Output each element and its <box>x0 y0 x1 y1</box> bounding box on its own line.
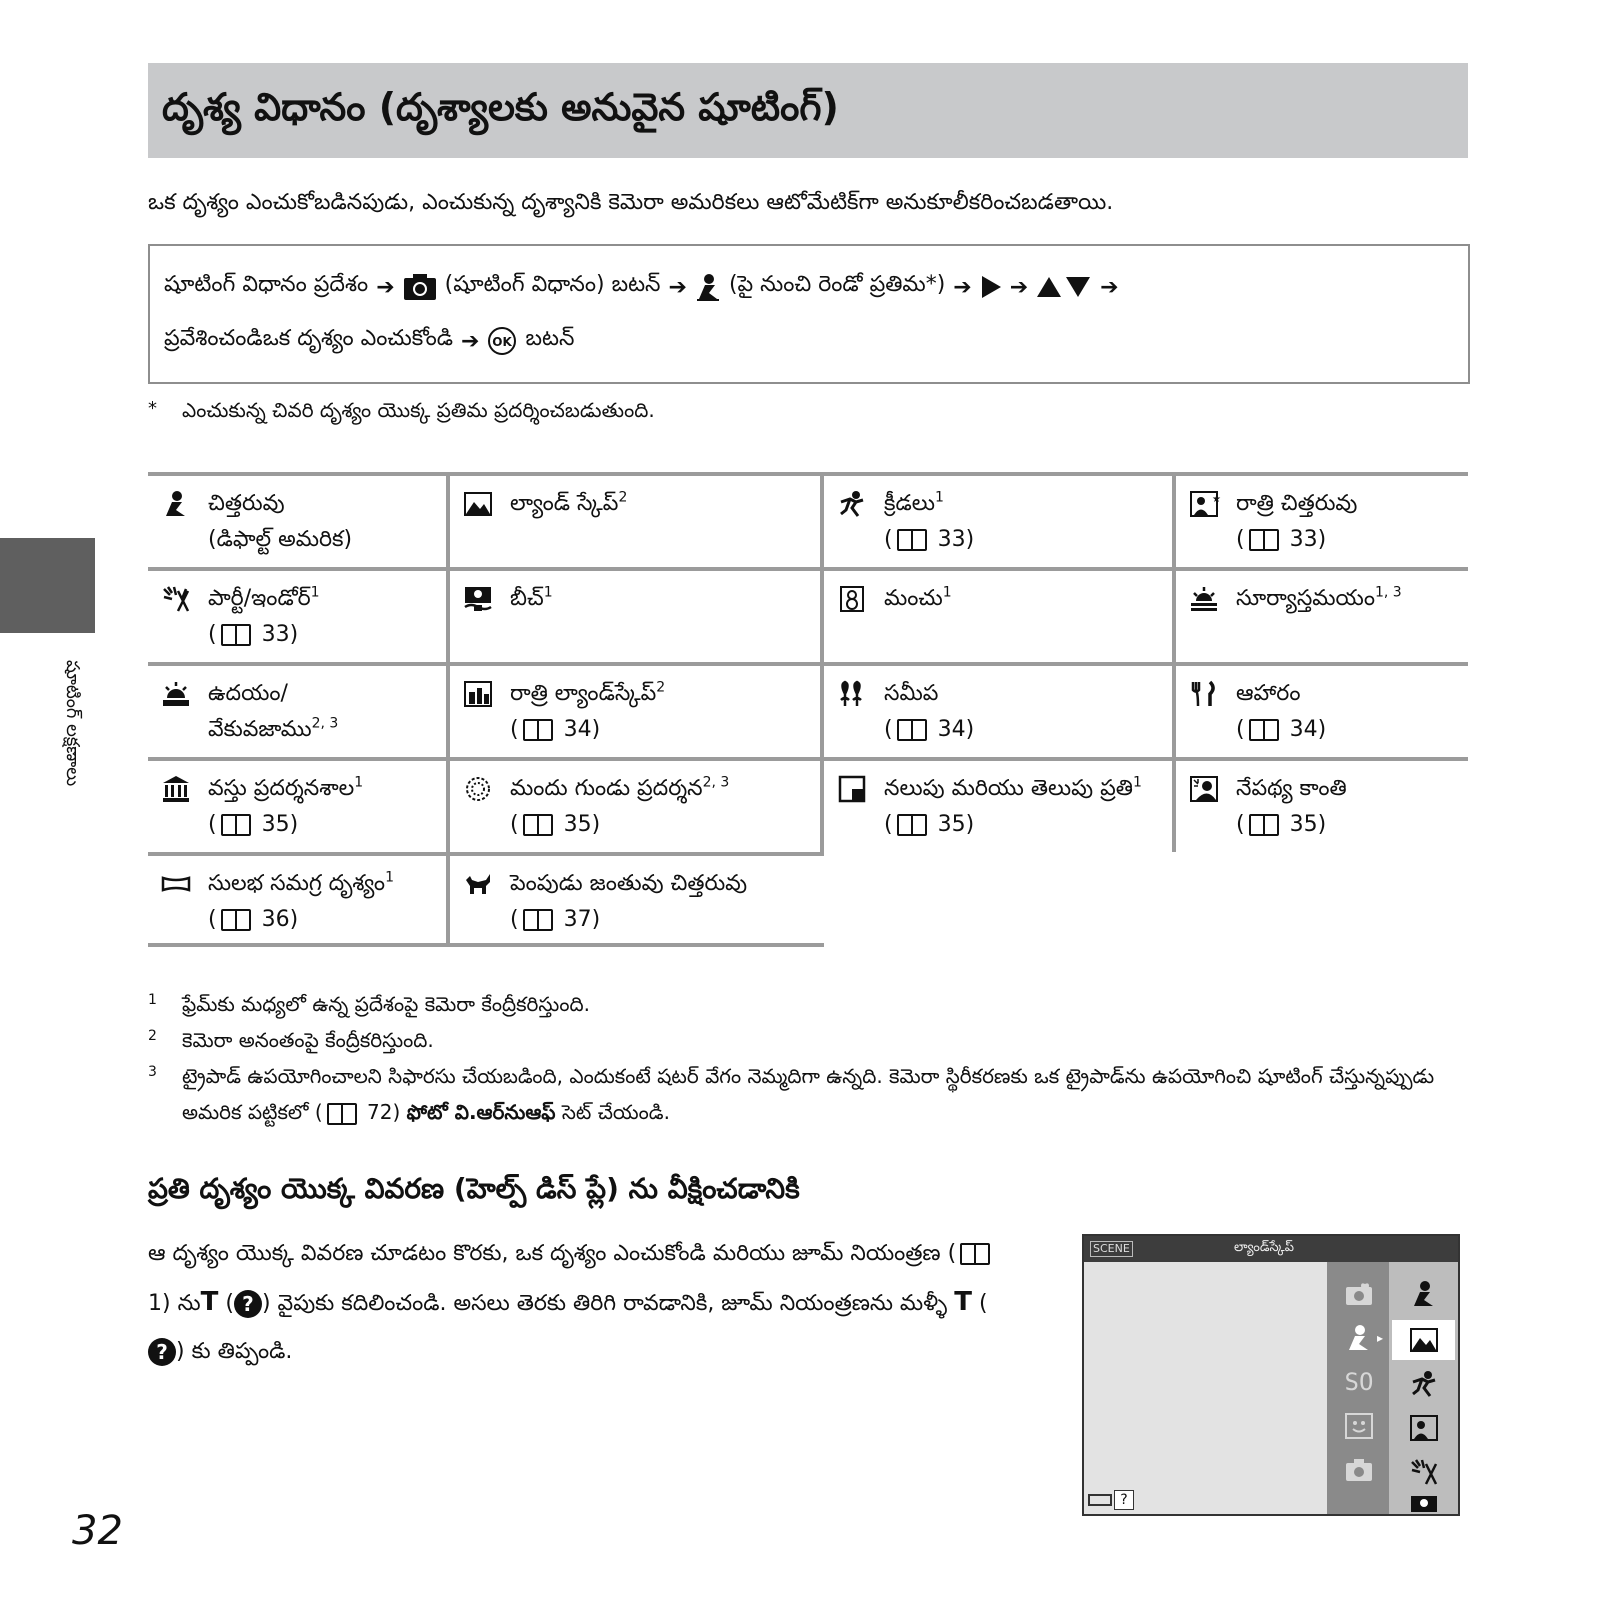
scene-sup: 1 <box>385 869 394 886</box>
scene-sup: 1 <box>942 584 952 601</box>
night-portrait-icon <box>1406 1410 1442 1446</box>
backlighting-icon <box>1190 775 1218 803</box>
scene-sub: వేకువజాము <box>208 717 312 742</box>
scene-cell-night-landscape: రాత్రి ల్యాండ్‌స్కేప్$^2$ ( 34) <box>446 666 820 757</box>
scene-cell-easy-panorama: సులభ సమగ్ర దృశ్యం$^1$ ( 36) <box>148 856 446 943</box>
page-ref: 1 <box>148 1291 162 1316</box>
scene-label: సులభ సమగ్ర దృశ్యం <box>208 871 386 896</box>
scene-label: మంచు <box>884 586 943 611</box>
page-ref-icon <box>523 814 553 836</box>
play-icon <box>980 275 1002 299</box>
special-effects-icon: SO <box>1344 1368 1374 1396</box>
ok-label: OK <box>492 335 513 349</box>
scene-label: ఉదయం/ <box>208 681 288 706</box>
table-row <box>148 757 1468 852</box>
scene-sup: 2, 3 <box>311 715 339 732</box>
table-row <box>148 472 1468 567</box>
page-ref-icon <box>897 719 927 741</box>
pet-portrait-icon <box>464 870 492 898</box>
page-ref: 37 <box>563 907 592 932</box>
scene-sup: 1 <box>310 584 320 601</box>
scene-label: పార్టీ/ఇండోర్ <box>208 586 311 611</box>
snow-icon <box>838 585 866 613</box>
page-ref-icon <box>221 624 251 646</box>
scene-cell-black-white: నలుపు మరియు తెలుపు ప్రతి$^1$ ( 35) <box>820 761 1172 852</box>
page-ref: 35 <box>937 812 966 837</box>
night-portrait-icon <box>1190 490 1221 518</box>
smile-icon <box>1341 1408 1377 1444</box>
section-body: ఆ దృశ్యం యొక్క వివరణ చూడటం కొరకు, ఒక దృశ్యం ఎంచుకోండి మరియు జూమ్ నియంత్రణ ( 1) నుT ( ? ) వైపుకు కదిలించండి. అసలు తెరకు తిరిగి రావడానికి, జూమ్ నియంత్రణను మళ్ళీ T (? ) కు తిప్పండి. <box>148 1230 1008 1376</box>
page-ref-icon <box>523 719 553 741</box>
page-ref: 34 <box>937 717 966 742</box>
camera-mode-column <box>1327 1262 1389 1514</box>
scene-cell-fireworks: మందు గుండు ప్రదర్శన$^{2, 3}$ ( 35) <box>446 761 820 852</box>
nav-line-2 <box>164 326 574 356</box>
sunset-icon <box>1190 585 1218 613</box>
portrait-icon <box>162 490 190 518</box>
page-ref: 72 <box>367 1100 393 1124</box>
arrow-icon: ➔ <box>461 328 480 354</box>
camera-screen-illustration <box>1082 1234 1460 1516</box>
sports-icon <box>838 490 866 518</box>
footnote-text: కెమెరా అనంతంపై కేంద్రీకరిస్తుంది. <box>182 1028 434 1052</box>
star-note-text: ఎంచుకున్న చివరి దృశ్యం యొక్క ప్రతిమ ప్రదర్శించబడుతుంది. <box>182 398 655 422</box>
scene-label: ఆహారం <box>1236 681 1301 706</box>
arrow-icon: ➔ <box>1009 274 1029 300</box>
ok-button-icon <box>487 326 517 356</box>
chapter-label: షూటింగ్ లక్షణాలు <box>62 660 83 787</box>
footnotes <box>148 986 1468 1130</box>
page-ref: 35 <box>1289 812 1318 837</box>
scene-cell-night-portrait: ★ రాత్రి చిత్తరువు ( 33) <box>1172 476 1468 567</box>
scene-sup: 1 <box>1132 774 1142 791</box>
scene-cell-close-up: సమీప ( 34) <box>820 666 1172 757</box>
body-text: ) ను <box>162 1291 201 1316</box>
nav-text-4: ప్రవేశించండిఒక దృశ్యం ఎంచుకోండి <box>164 326 454 351</box>
easy-panorama-icon <box>162 870 190 898</box>
scene-sup: 2 <box>656 679 666 696</box>
party-indoor-icon <box>162 585 190 613</box>
help-icon: ? <box>148 1338 176 1366</box>
page-ref-icon <box>523 909 553 931</box>
star-note <box>148 398 655 427</box>
scene-cell-snow <box>820 571 1172 662</box>
page-ref: 35 <box>261 812 290 837</box>
scene-cell-pet-portrait: పెంపుడు జంతువు చిత్తరువు ( 37) <box>446 856 820 943</box>
scene-table <box>148 472 1468 947</box>
selection-arrow-icon: ▸ <box>1376 1331 1384 1345</box>
footnote-text: సెట్ చేయండి. <box>561 1100 670 1124</box>
table-row <box>148 662 1468 757</box>
scene-sup: 1 <box>543 584 553 601</box>
nav-text-5: బటన్ <box>525 326 575 351</box>
portrait-icon <box>1406 1276 1442 1312</box>
scene-cell-dawn-dusk <box>148 666 446 757</box>
footnote-1 <box>148 986 1468 1022</box>
footnote-text: ) <box>392 1100 401 1124</box>
scene-label: బీచ్ <box>510 586 544 611</box>
svg-text:★: ★ <box>1212 494 1221 505</box>
intro-text: ఒక దృశ్యం ఎంచుకోబడినపుడు, ఎంచుకున్న దృశ్యానికి కెమెరా అమరికలు ఆటోమేటిక్‌గా అనుకూలీకరించబడతాయి. <box>148 190 1114 215</box>
fireworks-icon <box>464 775 492 803</box>
page-ref: 33 <box>937 527 966 552</box>
scene-portrait-icon <box>695 273 721 301</box>
black-white-copy-icon <box>838 775 866 803</box>
scene-cell-landscape <box>446 476 820 567</box>
page-ref-icon <box>221 909 251 931</box>
close-up-icon <box>838 680 866 708</box>
page-ref-icon <box>221 814 251 836</box>
chapter-tab <box>0 538 95 633</box>
museum-icon <box>162 775 190 803</box>
help-icon: ? <box>234 1290 262 1318</box>
nav-text-2: (షూటింగ్ విధానం) బటన్ <box>444 272 661 297</box>
star-symbol: * <box>148 398 157 419</box>
scene-cell-portrait <box>148 476 446 567</box>
arrow-icon: ➔ <box>953 274 972 300</box>
auto-mode-icon <box>1341 1452 1377 1488</box>
page-ref-icon <box>327 1103 357 1125</box>
landscape-icon <box>464 490 492 518</box>
scene-label: సూర్యాస్తమయం <box>1236 586 1375 611</box>
section-heading: ప్రతి దృశ్యం యొక్క వివరణ (హెల్ప్ డిస్ ప్లే) ను వీక్షించడానికి <box>148 1172 800 1205</box>
page-ref-icon <box>1249 719 1279 741</box>
arrow-icon: ➔ <box>1100 274 1119 300</box>
scene-sup: 2 <box>618 489 628 506</box>
scene-sup: 1 <box>354 774 364 791</box>
sports-icon <box>1406 1366 1442 1402</box>
page-ref-icon <box>960 1243 990 1265</box>
scene-cell-museum: వస్తు ప్రదర్శనశాల$^1$ ( 35) <box>148 761 446 852</box>
scene-sub: (డిఫాల్ట్ అమరిక) <box>208 527 353 552</box>
nav-text-3: (పై నుంచి రెండో ప్రతిమ*) <box>728 272 946 297</box>
page-ref-icon <box>897 814 927 836</box>
scene-label: ల్యాండ్ స్కేప్ <box>510 491 619 516</box>
footnote-number: 3 <box>148 1064 157 1080</box>
table-row <box>148 567 1468 662</box>
scene-sup: 1 <box>934 489 944 506</box>
camera-icon <box>403 273 437 301</box>
camera-title: ల్యాండ్‌స్కేప్ <box>1234 1240 1294 1255</box>
scene-label: సమీప <box>884 681 939 706</box>
scene-label: పెంపుడు జంతువు చిత్తరువు <box>510 871 748 896</box>
footnote-number: 2 <box>148 1028 157 1044</box>
night-landscape-icon <box>464 680 492 708</box>
footnote-text: ట్రైపాడ్ ఉపయోగించాలని సిఫారసు చేయబడింది, ఎందుకంటే షటర్ వేగం నెమ్మదిగా ఉన్నది. కెమెరా స్థిరీకరణకు ఒక ట్రైపాడ్‌ను ఉపయోగించి షూటింగ్ చేస్తున్నప్పుడు అమరిక పట్టికలో ( <box>182 1064 1435 1124</box>
setting-name: ఫోటో వి.ఆర్‌నుఆఫ్ <box>406 1100 556 1124</box>
page-ref: 34 <box>563 717 592 742</box>
scene-label: నలుపు మరియు తెలుపు ప్రతి <box>884 776 1133 801</box>
page-title: దృశ్య విధానం (దృశ్యాలకు అనువైన షూటింగ్) <box>162 85 839 129</box>
zoom-t-label: T <box>954 1287 973 1317</box>
beach-icon <box>1406 1492 1442 1512</box>
scene-cell-backlighting: నేపథ్య కాంతి ( 35) <box>1172 761 1468 852</box>
scene-cell-party: పార్టీ/ఇండోర్$^1$ ( 33) <box>148 571 446 662</box>
footnote-3 <box>148 1058 1468 1130</box>
navigation-path-box <box>148 244 1470 384</box>
footnote-2 <box>148 1022 1468 1058</box>
page-ref-icon <box>1249 814 1279 836</box>
body-text: ఆ దృశ్యం యొక్క వివరణ చూడటం కొరకు, ఒక దృశ్యం ఎంచుకోండి మరియు జూమ్ నియంత్రణ ( <box>148 1241 957 1266</box>
zoom-t-label: T <box>200 1287 219 1317</box>
party-indoor-icon <box>1406 1454 1442 1490</box>
page-ref: 35 <box>563 812 592 837</box>
nav-line-1 <box>164 272 1119 302</box>
page-ref: 33 <box>261 622 290 647</box>
nav-text-1: షూటింగ్ విధానం ప్రదేశం <box>164 272 369 297</box>
page-ref-icon <box>897 529 927 551</box>
smart-portrait-icon <box>1341 1276 1377 1312</box>
scene-label: నేపథ్య కాంతి <box>1236 776 1347 801</box>
body-text: కు తిప్పండి. <box>191 1339 293 1364</box>
arrow-icon: ➔ <box>376 274 395 300</box>
scene-label: క్రీడలు <box>884 491 935 516</box>
scene-label: వస్తు ప్రదర్శనశాల <box>208 776 355 801</box>
scene-cell-sports: క్రీడలు$^1$ ( 33) <box>820 476 1172 567</box>
body-text: వైపుకు కదిలించండి. అసలు తెరకు తిరిగి రావడానికి, జూమ్ నియంత్రణను మళ్ళీ <box>277 1291 948 1316</box>
scene-label: చిత్తరువు <box>208 491 285 516</box>
title-bar <box>148 63 1468 158</box>
scene-tag: SCENE <box>1090 1241 1133 1257</box>
dawn-dusk-icon <box>162 680 190 708</box>
scene-cell-sunset <box>1172 571 1468 662</box>
scene-label: రాత్రి చిత్తరువు <box>1236 491 1358 516</box>
page-number: 32 <box>72 1508 123 1554</box>
page-ref: 33 <box>1289 527 1318 552</box>
page-ref: 36 <box>261 907 290 932</box>
scene-cell-food: ఆహారం ( 34) <box>1172 666 1468 757</box>
landscape-icon <box>1406 1322 1442 1358</box>
food-icon <box>1190 680 1218 708</box>
up-down-icon <box>1036 276 1092 298</box>
page-ref: 34 <box>1289 717 1318 742</box>
scene-label: మందు గుండు ప్రదర్శన <box>510 776 703 801</box>
camera-top-bar <box>1084 1236 1458 1262</box>
scene-sup: 2, 3 <box>702 774 730 791</box>
scene-label: రాత్రి ల్యాండ్‌స్కేప్ <box>510 681 657 706</box>
footnote-text: ఫ్రేమ్‌కు మధ్యలో ఉన్న ప్రదేశంపై కెమెరా కేంద్రీకరిస్తుంది. <box>182 992 590 1016</box>
table-row <box>148 852 824 947</box>
page-ref-icon <box>1249 529 1279 551</box>
footnote-number: 1 <box>148 992 157 1008</box>
camera-bottom-bar <box>1088 1490 1134 1510</box>
scene-sup: 1, 3 <box>1375 584 1402 601</box>
battery-icon <box>1088 1494 1112 1506</box>
scene-cell-beach <box>446 571 820 662</box>
arrow-icon: ➔ <box>668 274 687 300</box>
help-icon: ? <box>1114 1490 1134 1510</box>
beach-icon <box>464 585 492 613</box>
